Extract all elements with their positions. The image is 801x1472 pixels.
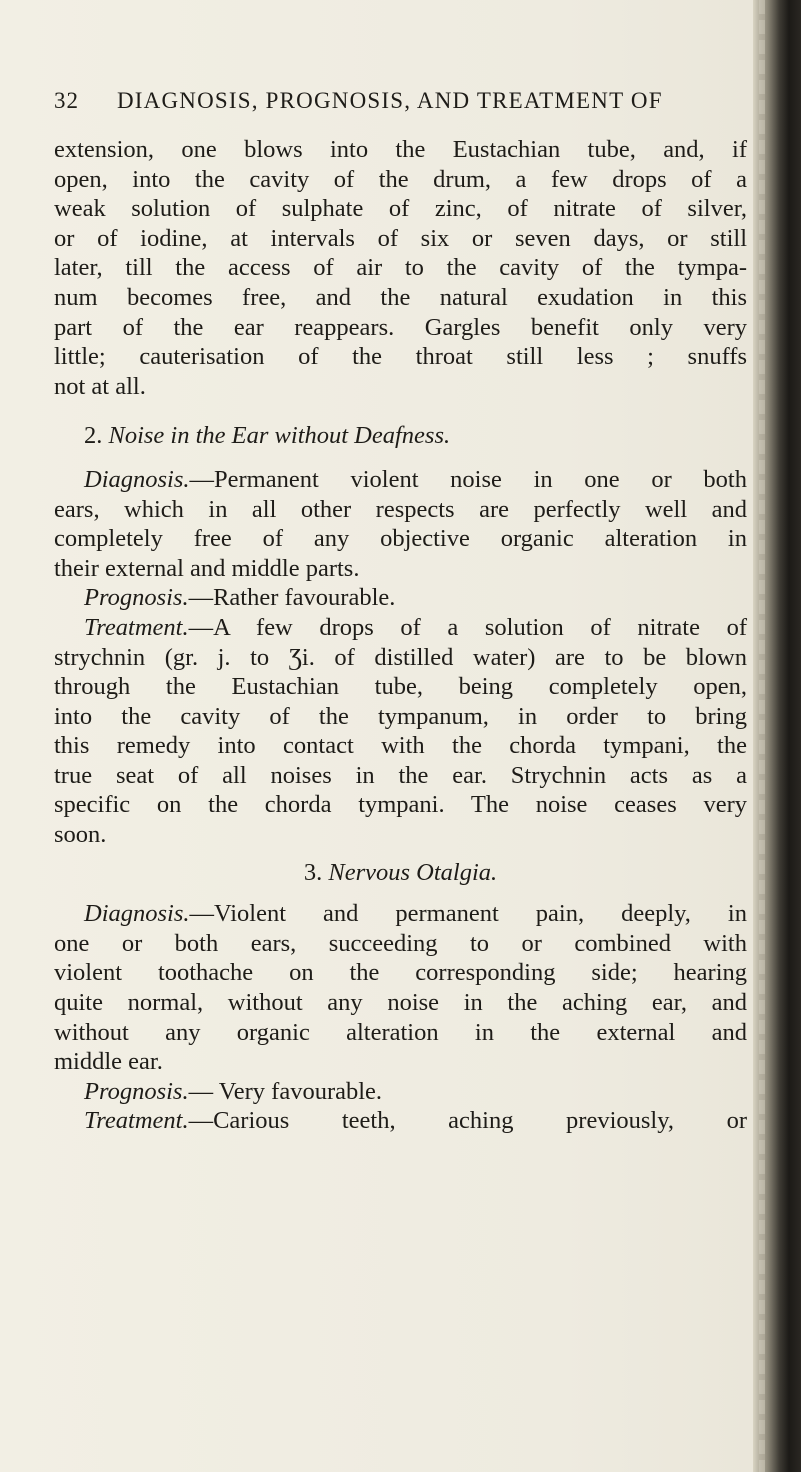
page-edge-shadow [753,0,801,1472]
treatment-label: Treatment. [84,613,189,641]
section-title: Noise in the Ear without Deafness. [108,422,451,450]
section-title: Nervous Otalgia. [328,858,498,886]
text-line: strychnin (gr. j. to Ʒi. of distilled water) are to be blown [54,643,747,671]
text-line: this remedy into contact with the chorda tympani, the [54,732,747,760]
section-number: 2. [84,422,103,450]
text-line: num becomes free, and the natural exudation in this [54,283,747,311]
text-line: one or both ears, succeeding to or combined with [54,929,747,957]
text-line: into the cavity of the tympanum, in order to bring [54,702,747,730]
text-line: weak solution of sulphate of zinc, of nitrate of silver, [54,195,747,223]
treatment-line: Treatment.—A few drops of a solution of nitrate of [84,613,747,641]
text-line: part of the ear reappears. Gargles benefit only very [54,313,747,341]
text-line: through the Eustachian tube, being completely open, [54,673,747,701]
text-line: little; cauterisation of the throat still less ; snuffs [54,343,747,371]
text-line: not at all. [54,372,146,400]
body-text [54,135,747,1136]
text-line: open, into the cavity of the drum, a few drops of a [54,165,747,193]
section-gap [54,451,747,465]
text-line: completely free of any objective organic alteration in [54,525,747,553]
page-header [54,88,694,118]
text-line: later, till the access of air to the cavity of the tympa- [54,254,747,282]
prognosis-line: Prognosis.—Rather favourable. [84,584,396,612]
diagnosis-line: Diagnosis.—Violent and permanent pain, deeply, in [84,900,747,928]
prognosis-label: Prognosis. [84,1077,189,1105]
text-line: middle ear. [54,1048,163,1076]
text-line: soon. [54,821,107,849]
text-line: ears, which in all other respects are perfectly well and [54,495,747,523]
treatment-line: Treatment.—Carious teeth, aching previously, or [84,1107,747,1135]
diagnosis-label: Diagnosis. [84,900,190,928]
text-line: violent toothache on the corresponding side; hearing [54,959,747,987]
section-heading-3 [54,858,747,888]
running-title: DIAGNOSIS, PROGNOSIS, AND TREATMENT OF [117,88,663,113]
prognosis-label: Prognosis. [84,584,189,612]
diagnosis-line: Diagnosis.—Permanent violent noise in one or both [84,465,747,493]
text-line: or of iodine, at intervals of six or seven days, or still [54,224,747,252]
prognosis-line: Prognosis.— Very favourable. [84,1077,383,1105]
text-line: true seat of all noises in the ear. Strychnin acts as a [54,761,747,789]
text-line: their external and middle parts. [54,554,360,582]
text-line: quite normal, without any noise in the aching ear, and [54,989,747,1017]
diagnosis-label: Diagnosis. [84,465,190,493]
section-gap [54,887,747,899]
section-gap [54,850,747,858]
section-number: 3. [303,858,323,886]
text-line: specific on the chorda tympani. The noise ceases very [54,791,747,819]
text-line: without any organic alteration in the external and [54,1018,747,1046]
text-line: extension, one blows into the Eustachian tube, and, if [54,136,747,163]
treatment-label: Treatment. [84,1107,189,1135]
page-number: 32 [54,88,79,113]
section-heading-2 [54,421,747,451]
section-gap [54,401,747,421]
